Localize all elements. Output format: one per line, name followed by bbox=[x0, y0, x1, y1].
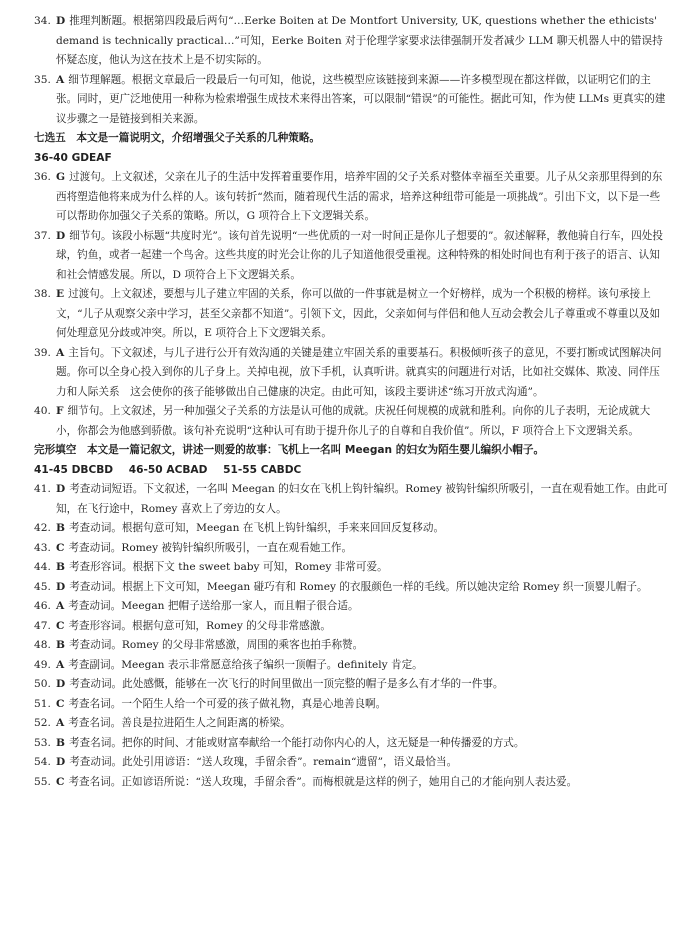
explanation-text: 考查动词。根据句意可知，Meegan 在飞机上钩针编织，手来来回回反复移动。 bbox=[68, 522, 445, 534]
answer-letter: B bbox=[56, 561, 65, 573]
answer-item bbox=[34, 753, 670, 773]
answer-item bbox=[34, 773, 670, 793]
question-number: 37. bbox=[34, 229, 51, 242]
question-number: 54. bbox=[34, 756, 51, 768]
explanation-text: 推理判断题。根据第四段最后两句“…Eerke Boiten at De Montfort University, UK, questions whether the ethicists' demand is technically practical…”可知，Eerke Boiten 对于伦理学家要求法律强制开发者减少 LLM 聊天机器人中的错误持怀疑态度，他认为这在技术上是不切实际的。 bbox=[56, 15, 663, 66]
answer-key-46-50: 46-50 ACBAD bbox=[128, 463, 208, 476]
explanation-text: 细节句。该段小标题“共度时光”。该句首先说明“一些优质的一对一时间正是你儿子想要的”。叙述解释，教他骑自行车，四处投球，钓鱼，或者一起建一个鸟舍。这些共度的时光会让你的儿子知道他很受重视。这种特殊的相处时间也有利于孩子的语言、认知和社会情感发展。所以，D 项符合上下文逻辑关系。 bbox=[56, 229, 663, 281]
answer-key-41-45: 41-45 DBCBD bbox=[34, 463, 114, 476]
explanation-text: 主旨句。下文叙述，与儿子进行公开有效沟通的关键是建立牢固关系的重要基石。积极倾听孩子的意见，不要打断或试图解决问题。你可以全身心投入到你的儿子身上。关掉电视，放下手机，认真听讲。就真实的问题进行对话，比如社交媒体、欺凌、同伴压力和人际关系 这会使你的孩子能够做出自己健康的决定。由此可知，该段主要讲述“练习开放式沟通”。 bbox=[56, 346, 662, 398]
answer-letter: A bbox=[56, 658, 65, 671]
answer-letter: B bbox=[56, 736, 65, 749]
question-number: 53. bbox=[34, 736, 51, 749]
question-number: 46. bbox=[34, 600, 51, 612]
question-number: 42. bbox=[34, 522, 51, 534]
explanation-text: 考查动词。Romey 的父母非常感激，周围的乘客也拍手称赞。 bbox=[68, 639, 364, 651]
question-number: 40. bbox=[34, 405, 51, 417]
question-number: 52. bbox=[34, 717, 51, 729]
answer-letter: D bbox=[56, 678, 66, 690]
answer-item bbox=[34, 675, 670, 695]
answer-letter: D bbox=[56, 483, 66, 495]
answer-item bbox=[34, 656, 670, 676]
answer-item bbox=[34, 168, 670, 227]
answer-letter: D bbox=[56, 15, 66, 27]
explanation-text: 考查名词。正如谚语所说：“送人玫瑰，手留余香”。而梅根就是这样的例子，她用自己的才能向别人表达爱。 bbox=[68, 775, 578, 788]
answer-letter: C bbox=[56, 697, 65, 710]
question-number: 47. bbox=[34, 619, 51, 632]
question-number: 39. bbox=[34, 346, 51, 359]
explanation-text: 过渡句。上文叙述，父亲在儿子的生活中发挥着重要作用，培养牢固的父子关系对整体幸福至关重要。儿子从父亲那里得到的东西将塑造他将来成为什么样的人。该句转折“然而，随着现代生活的需求，培养这种纽带可能是一项挑战”。引出下文，以下是一些可以帮助你加强父子关系的策略。所以，G 项符合上下文逻辑关系。 bbox=[56, 171, 663, 222]
answer-letter: B bbox=[56, 639, 65, 651]
explanation-text: 考查动词短语。下文叙述，一名叫 Meegan 的妇女在飞机上钩针编织。Romey 被钩针编织所吸引，一直在观看她工作。由此可知，在飞行途中，Romey 喜欢上了旁边的女人。 bbox=[56, 483, 668, 515]
explanation-text: 考查动词。根据上下文可知，Meegan 碰巧有和 Romey 的衣服颜色一样的毛线。所以她决定给 Romey 织一顶婴儿帽子。 bbox=[69, 580, 648, 593]
answer-item bbox=[34, 519, 670, 539]
answer-letter: D bbox=[56, 756, 66, 768]
answer-item bbox=[34, 539, 670, 559]
answer-item bbox=[34, 402, 670, 441]
answer-item bbox=[34, 480, 670, 519]
question-number: 45. bbox=[34, 580, 51, 593]
question-number: 41. bbox=[34, 483, 51, 495]
answer-key-36-40: 36-40 GDEAF bbox=[34, 151, 112, 164]
seven-choose-five-answers bbox=[34, 168, 670, 441]
explanation-text: 考查名词。一个陌生人给一个可爱的孩子做礼物，真是心地善良啊。 bbox=[68, 697, 387, 710]
answer-letter: F bbox=[56, 405, 64, 417]
question-number: 49. bbox=[34, 658, 51, 671]
explanation-text: 细节理解题。根据文章最后一段最后一句可知，他说，这些模型应该链接到来源——许多模型现在都这样做，以证明它们的主张。同时，更广泛地使用一种称为检索增强生成技术来得出答案，可以限制“错误”的可能性。据此可知，作为使 LLMs 更真实的建议步骤之一是链接到相关来源。 bbox=[56, 73, 666, 125]
answer-item bbox=[34, 578, 670, 598]
answer-letter: A bbox=[56, 346, 65, 359]
answer-key-51-55: 51-55 CABDC bbox=[223, 463, 302, 476]
answer-letter: A bbox=[56, 600, 65, 612]
explanation-text: 考查动词。此处引用谚语：“送人玫瑰，手留余香”。remain“遗留”，语义最恰当。 bbox=[69, 756, 458, 768]
explanation-text: 考查动词。此处感慨，能够在一次飞行的时间里做出一顶完整的帽子是多么有才华的一件事。 bbox=[69, 678, 504, 690]
answer-item bbox=[34, 617, 670, 637]
question-number: 35. bbox=[34, 73, 51, 86]
answer-letter: C bbox=[56, 541, 65, 554]
answer-item bbox=[34, 714, 670, 734]
question-number: 34. bbox=[34, 15, 51, 27]
answer-letter: B bbox=[56, 522, 65, 534]
reading-answers bbox=[34, 12, 670, 129]
question-number: 48. bbox=[34, 639, 51, 651]
question-number: 55. bbox=[34, 775, 51, 788]
explanation-text: 细节句。上文叙述，另一种加强父子关系的方法是认可他的成就。庆祝任何规模的成就和胜利。向你的儿子表明，无论成就大小，你都会为他感到骄傲。该句补充说明“这种认可有助于提升你儿子的自尊和自我价值”。所以，F 项符合上下文逻辑关系。 bbox=[56, 405, 651, 437]
explanation-text: 考查动词。Romey 被钩针编织所吸引，一直在观看她工作。 bbox=[68, 541, 353, 554]
answer-letter: E bbox=[56, 288, 65, 300]
question-number: 50. bbox=[34, 678, 51, 690]
explanation-text: 考查动词。Meegan 把帽子送给那一家人，而且帽子很合适。 bbox=[68, 600, 359, 612]
question-number: 44. bbox=[34, 561, 51, 573]
explanation-text: 过渡句。上文叙述，要想与儿子建立牢固的关系，你可以做的一件事就是树立一个好榜样，成为一个积极的榜样。该句承接上文，“儿子从观察父亲中学习，甚至父亲都不知道”。引领下文，因此，父亲如何与伴侣和他人互动会教会儿子尊重或不尊重以及如何处理意见分歧或冲突。所以，E 项符合上下文逻辑关系。 bbox=[56, 288, 661, 339]
answer-item bbox=[34, 597, 670, 617]
answer-item bbox=[34, 71, 670, 130]
answer-letter: D bbox=[56, 229, 66, 242]
answer-letter: D bbox=[56, 580, 66, 593]
answer-item bbox=[34, 695, 670, 715]
question-number: 51. bbox=[34, 697, 51, 710]
answer-letter: G bbox=[56, 171, 66, 183]
section-heading-cloze: 完形填空 本文是一篇记叙文，讲述一则爱的故事：飞机上一名叫 Meegan 的妇女为陌生婴儿编织小帽子。 bbox=[34, 444, 545, 456]
answer-letter: A bbox=[56, 717, 65, 729]
answer-letter: A bbox=[56, 73, 65, 86]
explanation-text: 考查形容词。根据句意可知，Romey 的父母非常感激。 bbox=[68, 619, 331, 632]
answer-item bbox=[34, 636, 670, 656]
answer-letter: C bbox=[56, 775, 65, 788]
explanation-text: 考查副词。Meegan 表示非常愿意给孩子编织一顶帽子。definitely 肯定。 bbox=[68, 658, 423, 671]
answer-item bbox=[34, 344, 670, 403]
question-number: 43. bbox=[34, 541, 51, 554]
answer-letter: C bbox=[56, 619, 65, 632]
question-number: 36. bbox=[34, 171, 51, 183]
explanation-text: 考查名词。把你的时间、才能或财富奉献给一个能打动你内心的人，这无疑是一种传播爱的方式。 bbox=[68, 736, 525, 749]
answer-item bbox=[34, 734, 670, 754]
explanation-text: 考查名词。善良是拉进陌生人之间距离的桥梁。 bbox=[68, 717, 291, 729]
answer-item bbox=[34, 558, 670, 578]
question-number: 38. bbox=[34, 288, 51, 300]
answer-item bbox=[34, 285, 670, 344]
cloze-answers bbox=[34, 480, 670, 792]
answer-item bbox=[34, 227, 670, 286]
explanation-text: 考查形容词。根据下文 the sweet baby 可知，Romey 非常可爱。 bbox=[68, 561, 388, 573]
answer-key-41-55 bbox=[34, 461, 670, 481]
section-heading-seven-choose-five: 七选五 本文是一篇说明文，介绍增强父子关系的几种策略。 bbox=[34, 132, 321, 144]
answer-item bbox=[34, 12, 670, 71]
